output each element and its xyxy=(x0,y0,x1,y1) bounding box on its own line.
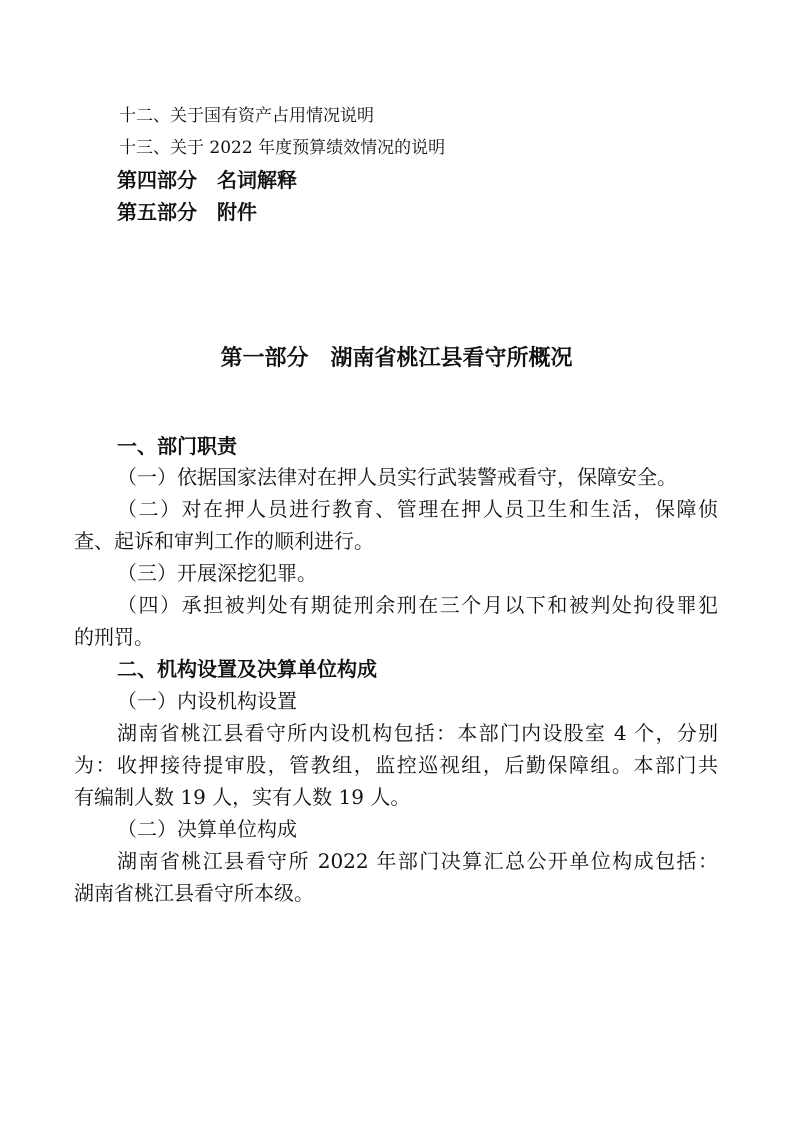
internal-org-line2: 为：收押接待提审股，管教组，监控巡视组，后勤保障组。本部门共 xyxy=(74,753,718,777)
part1-title: 第一部分 湖南省桃江县看守所概况 xyxy=(220,346,573,371)
unit-composition-line1: 湖南省桃江县看守所 2022 年部门决算汇总公开单位构成包括： xyxy=(117,849,718,873)
duty-item-1: （一）依据国家法律对在押人员实行武装警戒看守，保障安全。 xyxy=(117,465,677,489)
duty-item-2-line1: （二）对在押人员进行教育、管理在押人员卫生和生活，保障侦 xyxy=(117,497,718,521)
subsection-unit-composition: （二）决算单位构成 xyxy=(117,817,297,841)
internal-org-line3: 有编制人数 19 人，实有人数 19 人。 xyxy=(74,785,411,809)
internal-org-line1: 湖南省桃江县看守所内设机构包括：本部门内设股室 4 个，分别 xyxy=(117,721,718,745)
toc-part-5: 第五部分 附件 xyxy=(117,200,257,224)
subsection-internal-org: （一）内设机构设置 xyxy=(117,689,297,713)
toc-item-12: 十二、关于国有资产占用情况说明 xyxy=(119,106,374,126)
toc-part-4: 第四部分 名词解释 xyxy=(117,168,297,192)
section1-heading: 一、部门职责 xyxy=(117,434,237,458)
duty-item-3: （三）开展深挖犯罪。 xyxy=(117,561,317,585)
duty-item-4-line1: （四）承担被判处有期徒刑余刑在三个月以下和被判处拘役罪犯 xyxy=(117,593,718,617)
unit-composition-line2: 湖南省桃江县看守所本级。 xyxy=(74,881,314,905)
toc-item-13: 十三、关于 2022 年度预算绩效情况的说明 xyxy=(119,138,446,158)
duty-item-2-line2: 查、起诉和审判工作的顺利进行。 xyxy=(74,529,374,553)
duty-item-4-line2: 的刑罚。 xyxy=(74,625,154,649)
section2-heading: 二、机构设置及决算单位构成 xyxy=(117,657,377,681)
